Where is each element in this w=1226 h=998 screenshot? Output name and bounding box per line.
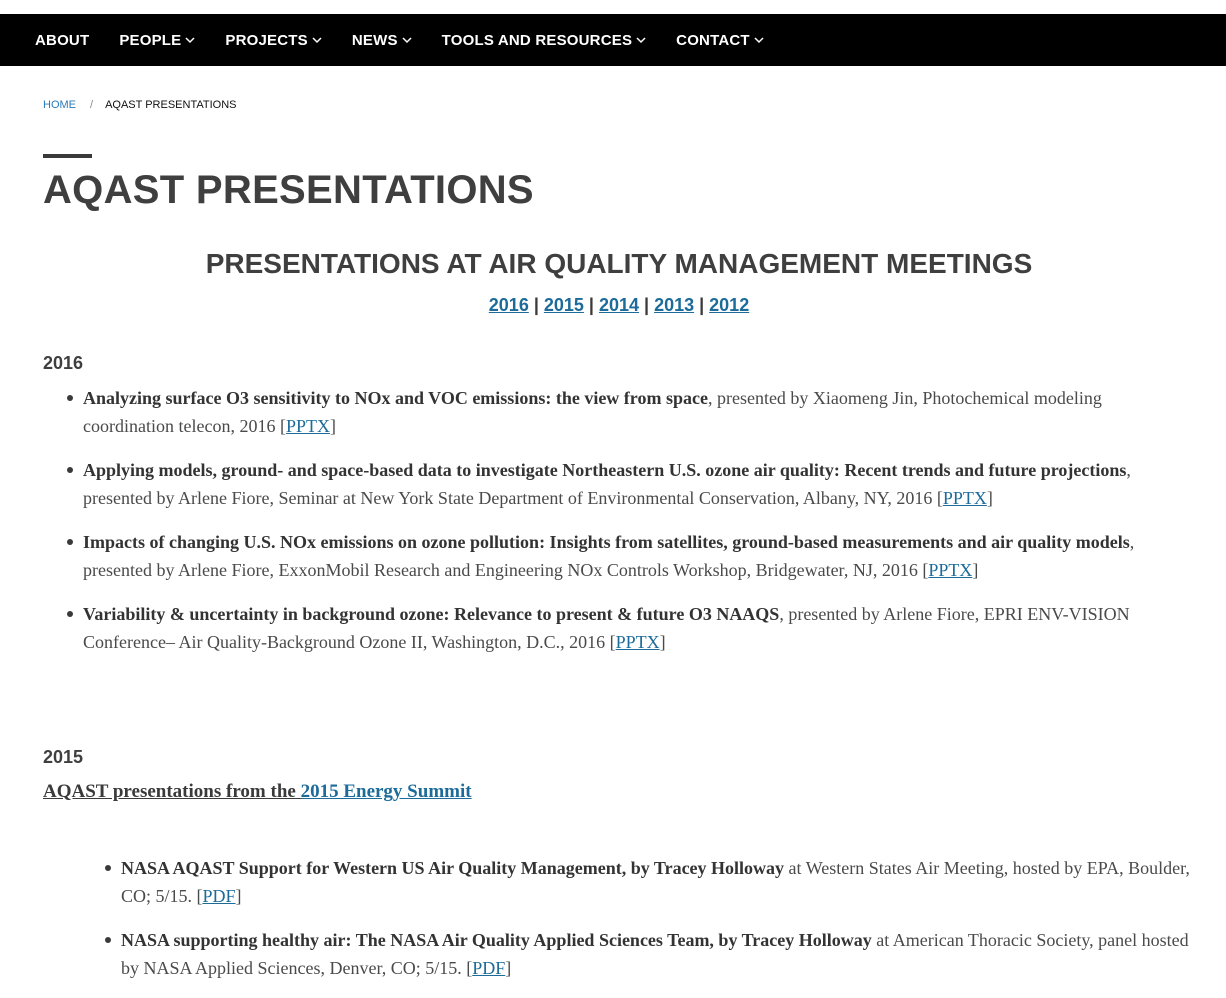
presentation-detail: at Western States Air Meeting, hosted by EPA, Boulder, CO; 5/15. [ [121,858,1190,906]
bracket-close: ] [986,488,993,508]
presentation-title: Variability & uncertainty in background ozone: Relevance to present & future O3 NAAQS [83,604,780,624]
bracket-close: ] [659,632,666,652]
list-item [121,854,1195,910]
breadcrumb-home-link[interactable]: HOME [43,99,76,111]
nav-about[interactable] [35,32,89,49]
presentation-title: Impacts of changing U.S. NOx emissions on ozone pollution: Insights from satellites, ground-based measurements and air quality models [83,532,1130,552]
year-link-2015[interactable]: 2015 [543,295,584,315]
year-link-2012[interactable]: 2012 [709,295,750,315]
nav-news-label: NEWS [351,31,398,49]
list-item [83,600,1195,656]
nav-contact-label: CONTACT [676,31,750,49]
title-accent-rule [43,154,92,158]
presentation-detail: , presented by Xiaomeng Jin, Photochemical modeling coordination telecon, 2016 [ [83,388,1102,436]
pptx-link[interactable]: PPTX [615,632,660,652]
bracket-close: ] [972,560,979,580]
pptx-link[interactable]: PPTX [942,488,987,508]
presentation-detail: , presented by Arlene Fiore, Seminar at New York State Department of Environmental Conservation, Albany, NY, 2016 [ [83,460,1131,508]
pptx-link[interactable]: PPTX [928,560,973,580]
presentation-detail: , presented by Arlene Fiore, EPRI ENV-VISION Conference– Air Quality-Background Ozone II, Washington, D.C., 2016 [ [83,604,1130,652]
year-heading-2015: 2015 [43,747,84,767]
main-nav [0,14,1226,66]
list-item [83,384,1195,440]
year-link-2013[interactable]: 2013 [654,295,695,315]
presentation-title: Analyzing surface O3 sensitivity to NOx and VOC emissions: the view from space [83,388,708,408]
chevron-down-icon [312,37,322,44]
list-item [83,528,1195,584]
year-link-separator: | [699,295,705,315]
year-link-2016[interactable]: 2016 [488,295,529,315]
breadcrumb-separator: / [90,99,94,111]
bracket-close: ] [505,958,512,978]
nav-tools-and-resources[interactable] [442,32,647,49]
energy-summit-line [43,779,472,805]
presentations-2016-list [83,384,1195,672]
summit-prefix: AQAST presentations from the [43,781,301,802]
list-item [121,926,1195,982]
nav-people-label: PEOPLE [119,31,182,49]
nav-contact[interactable] [676,32,764,49]
chevron-down-icon [636,37,646,44]
nav-about-label: ABOUT [35,31,90,49]
breadcrumb [43,99,236,111]
page-title: AQAST PRESENTATIONS [43,168,534,212]
nav-people[interactable] [119,32,195,49]
presentation-title: Applying models, ground- and space-based data to investigate Northeastern U.S. ozone air quality: Recent trends and future projections [83,460,1127,480]
presentations-2015-list [121,854,1195,998]
pdf-link[interactable]: PDF [202,886,236,906]
presentation-title: NASA AQAST Support for Western US Air Quality Management, by Tracey Holloway [121,858,785,878]
nav-projects-label: PROJECTS [225,31,308,49]
presentation-detail: at American Thoracic Society, panel hosted by NASA Applied Sciences, Denver, CO; 5/15. [ [121,930,1189,978]
nav-news[interactable] [352,32,412,49]
chevron-down-icon [402,37,412,44]
nav-tools-label: TOOLS AND RESOURCES [441,31,633,49]
chevron-down-icon [185,37,195,44]
pdf-link[interactable]: PDF [472,958,506,978]
presentation-detail: , presented by Arlene Fiore, ExxonMobil Research and Engineering NOx Controls Workshop, Bridgewater, NJ, 2016 [ [83,532,1135,580]
nav-projects[interactable] [225,32,321,49]
year-link-separator: | [588,295,594,315]
section-title: PRESENTATIONS AT AIR QUALITY MANAGEMENT MEETINGS [205,248,1033,279]
year-heading-2016: 2016 [43,353,84,373]
year-link-separator: | [533,295,539,315]
chevron-down-icon [754,37,764,44]
year-link-separator: | [644,295,650,315]
energy-summit-link[interactable]: 2015 Energy Summit [300,781,472,802]
pptx-link[interactable]: PPTX [285,416,330,436]
bracket-close: ] [329,416,336,436]
bracket-close: ] [235,886,242,906]
top-strip [0,0,1226,14]
list-item [83,456,1195,512]
year-jump-links [0,292,1226,318]
breadcrumb-current: AQAST PRESENTATIONS [105,99,237,111]
presentation-title: NASA supporting healthy air: The NASA Air Quality Applied Sciences Team, by Tracey Holloway [121,930,872,950]
year-link-2014[interactable]: 2014 [598,295,640,315]
